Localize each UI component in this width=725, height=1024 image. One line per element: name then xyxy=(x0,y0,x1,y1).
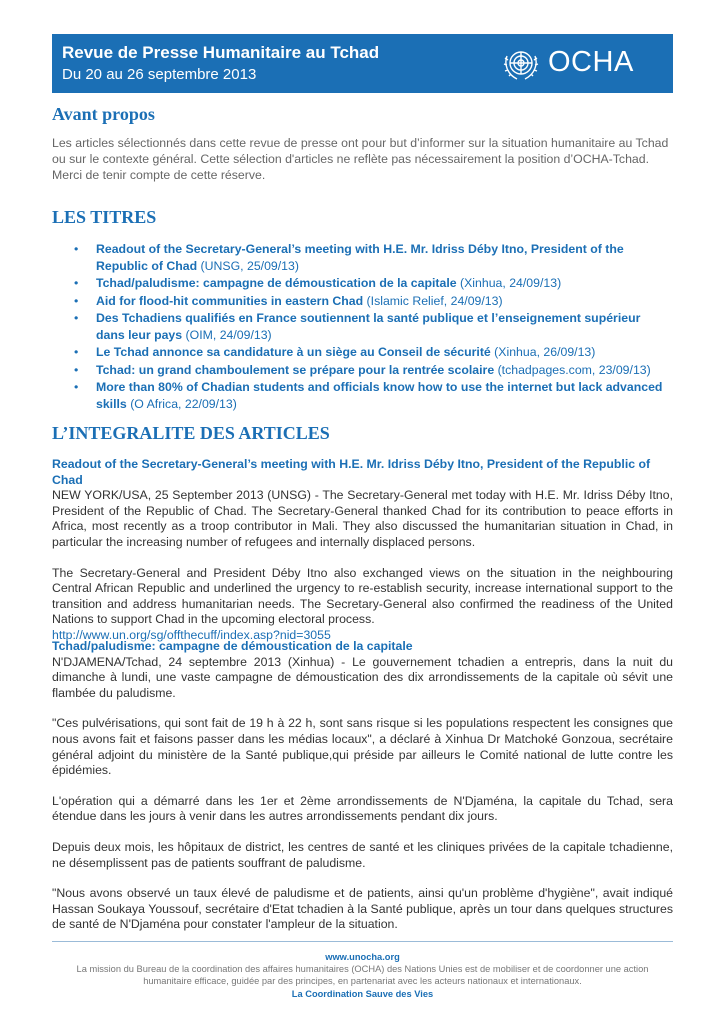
article-paragraph: "Ces pulvérisations, qui sont fait de 19 h à 22 h, sont sans risque si les populations respectent les consignes que nous avons fait et faisons passer dans les médias locaux", a déclaré à Xinhua Dr Matchoké Gonzoua, secrétaire général adjoint du ministère de la Santé publique,qui préside par ailleurs le Comité national de lutte contre les épidémies. xyxy=(52,716,673,778)
article-paragraph xyxy=(52,488,673,550)
footer-website-link[interactable]: www.unocha.org xyxy=(325,952,400,962)
article-paragraph: L'opération qui a démarré dans les 1er et 2ème arrondissements de N'Djaména, la capitale du Tchad, sera étendue dans les jours à venir dans les autres arrondissements pendant dix jours. xyxy=(52,793,673,824)
headline-title[interactable]: Tchad/paludisme: campagne de démoustication de la capitale xyxy=(96,276,457,291)
article-link[interactable]: http://www.un.org/sg/offthecuff/index.asp?nid=3055 xyxy=(52,627,331,642)
page-footer xyxy=(52,951,673,1000)
intro-paragraph: Les articles sélectionnés dans cette revue de presse ont pour but d’informer sur la situation humanitaire au Tchad ou sur le contexte général. Cette sélection d'articles ne reflète pas nécessairement la position d’OCHA-Tchad. Merci de tenir compte de cette réserve. xyxy=(52,136,669,182)
headline-title[interactable]: Des Tchadiens qualifiés en France soutiennent la santé publique et l’enseignement supérieur dans leur pays xyxy=(96,310,641,342)
bullet-icon: • xyxy=(74,293,79,308)
headline-item[interactable] xyxy=(52,310,672,344)
footer-mission: La mission du Bureau de la coordination des affaires humanitaires (OCHA) des Nations Unies est de mobiliser et de coordonner une action humanitaire efficace, guidée par des principes, en partenariat avec les acteurs nationaux et internationaux. xyxy=(76,964,649,987)
document-title: Revue de Presse Humanitaire au Tchad xyxy=(62,43,380,62)
headline-source: (tchadpages.com, 23/09/13) xyxy=(494,362,651,377)
un-emblem-icon xyxy=(501,44,541,84)
headline-item[interactable] xyxy=(52,344,672,361)
headline-title[interactable]: Tchad: un grand chamboulement se prépare pour la rentrée scolaire xyxy=(96,362,495,377)
section-heading-integralite: L’INTEGRALITE DES ARTICLES xyxy=(52,423,330,443)
headline-list xyxy=(52,241,672,413)
bullet-icon: • xyxy=(74,379,79,394)
headline-item[interactable] xyxy=(52,293,672,310)
footer-divider xyxy=(52,941,673,942)
bullet-icon: • xyxy=(74,276,79,291)
headline-title[interactable]: Readout of the Secretary-General’s meeting with H.E. Mr. Idriss Déby Itno, President of the Republic of Chad xyxy=(96,242,624,273)
article-paragraph: The Secretary-General and President Déby Itno also exchanged views on the situation in the neighbouring Central African Republic and underlined the urgency to re-establish security, increase international support to the transition and address humanitarian needs. The Secretary-General also confirmed the readiness of the United Nations to support Chad in the upcoming electoral process. xyxy=(52,565,673,627)
headline-source: (Xinhua, 26/09/13) xyxy=(490,345,596,360)
bullet-icon: • xyxy=(74,242,79,256)
article-heading: Readout of the Secretary-General’s meeting with H.E. Mr. Idriss Déby Itno, President of the Republic of Chad xyxy=(52,457,651,487)
headline-source: (O Africa, 22/09/13) xyxy=(126,396,237,411)
document-header xyxy=(52,34,673,93)
headline-title[interactable]: More than 80% of Chadian students and officials know how to use the internet but lack advanced skills xyxy=(96,379,663,411)
article-heading: Tchad/paludisme: campagne de démoustication de la capitale xyxy=(52,639,413,653)
headline-item[interactable] xyxy=(52,241,672,275)
section-heading-titres: LES TITRES xyxy=(52,207,157,227)
article-text: The Secretary-General met today with H.E. Mr. Idriss Déby Itno, President of the Republic of Chad. The Secretary-General thanked Chad for its contribution to peace efforts in Africa, most recently as a troop contributor in Mali. They also discussed the humanitarian situation in Chad, in particular the increasing number of refugees and internally displaced persons. xyxy=(52,488,674,549)
headline-source: (UNSG, 25/09/13) xyxy=(197,258,299,273)
article-paragraph: Depuis deux mois, les hôpitaux de district, les centres de santé et les cliniques privées de la capitale tchadienne, ne désemplissent pas de patients souffrant de paludisme. xyxy=(52,839,673,870)
ocha-wordmark: OCHA xyxy=(548,46,634,78)
bullet-icon: • xyxy=(74,362,79,377)
headline-source: (Islamic Relief, 24/09/13) xyxy=(363,293,503,308)
bullet-icon: • xyxy=(74,310,79,325)
document-date-range: Du 20 au 26 septembre 2013 xyxy=(62,66,257,83)
headline-source: (OIM, 24/09/13) xyxy=(182,327,272,342)
ocha-logo xyxy=(501,44,661,84)
headline-item[interactable] xyxy=(52,379,672,413)
headline-item[interactable] xyxy=(52,362,672,379)
article-paragraph: "Nous avons observé un taux élevé de paludisme et de patients, ainsi qu'un problème d'hygiène", avait indiqué Hassan Soukaya Youssouf, secrétaire d'Etat tchadien à la Santé publique, après un tour dans quelques structures de santé de N'Djaména pour constater l'ampleur de la situation. xyxy=(52,886,673,932)
headline-title[interactable]: Le Tchad annonce sa candidature à un siège au Conseil de sécurité xyxy=(96,345,491,360)
section-heading-avant-propos: Avant propos xyxy=(52,104,155,124)
bullet-icon: • xyxy=(74,345,79,360)
headline-source: (Xinhua, 24/09/13) xyxy=(456,276,562,291)
headline-item[interactable] xyxy=(52,275,672,292)
article-paludisme xyxy=(52,639,673,933)
article-unsg xyxy=(52,457,673,644)
article-dateline: NEW YORK/USA, 25 September 2013 (UNSG) - xyxy=(52,488,323,503)
footer-motto: La Coordination Sauve des Vies xyxy=(291,988,434,999)
headline-title[interactable]: Aid for flood-hit communities in eastern Chad xyxy=(96,293,364,308)
article-paragraph: N'DJAMENA/Tchad, 24 septembre 2013 (Xinhua) - Le gouvernement tchadien a entrepris, dans la nuit du dimanche à lundi, une vaste campagne de démoustication des dix arrondissements de la capitale où sévit une flambée du paludisme. xyxy=(52,654,673,700)
